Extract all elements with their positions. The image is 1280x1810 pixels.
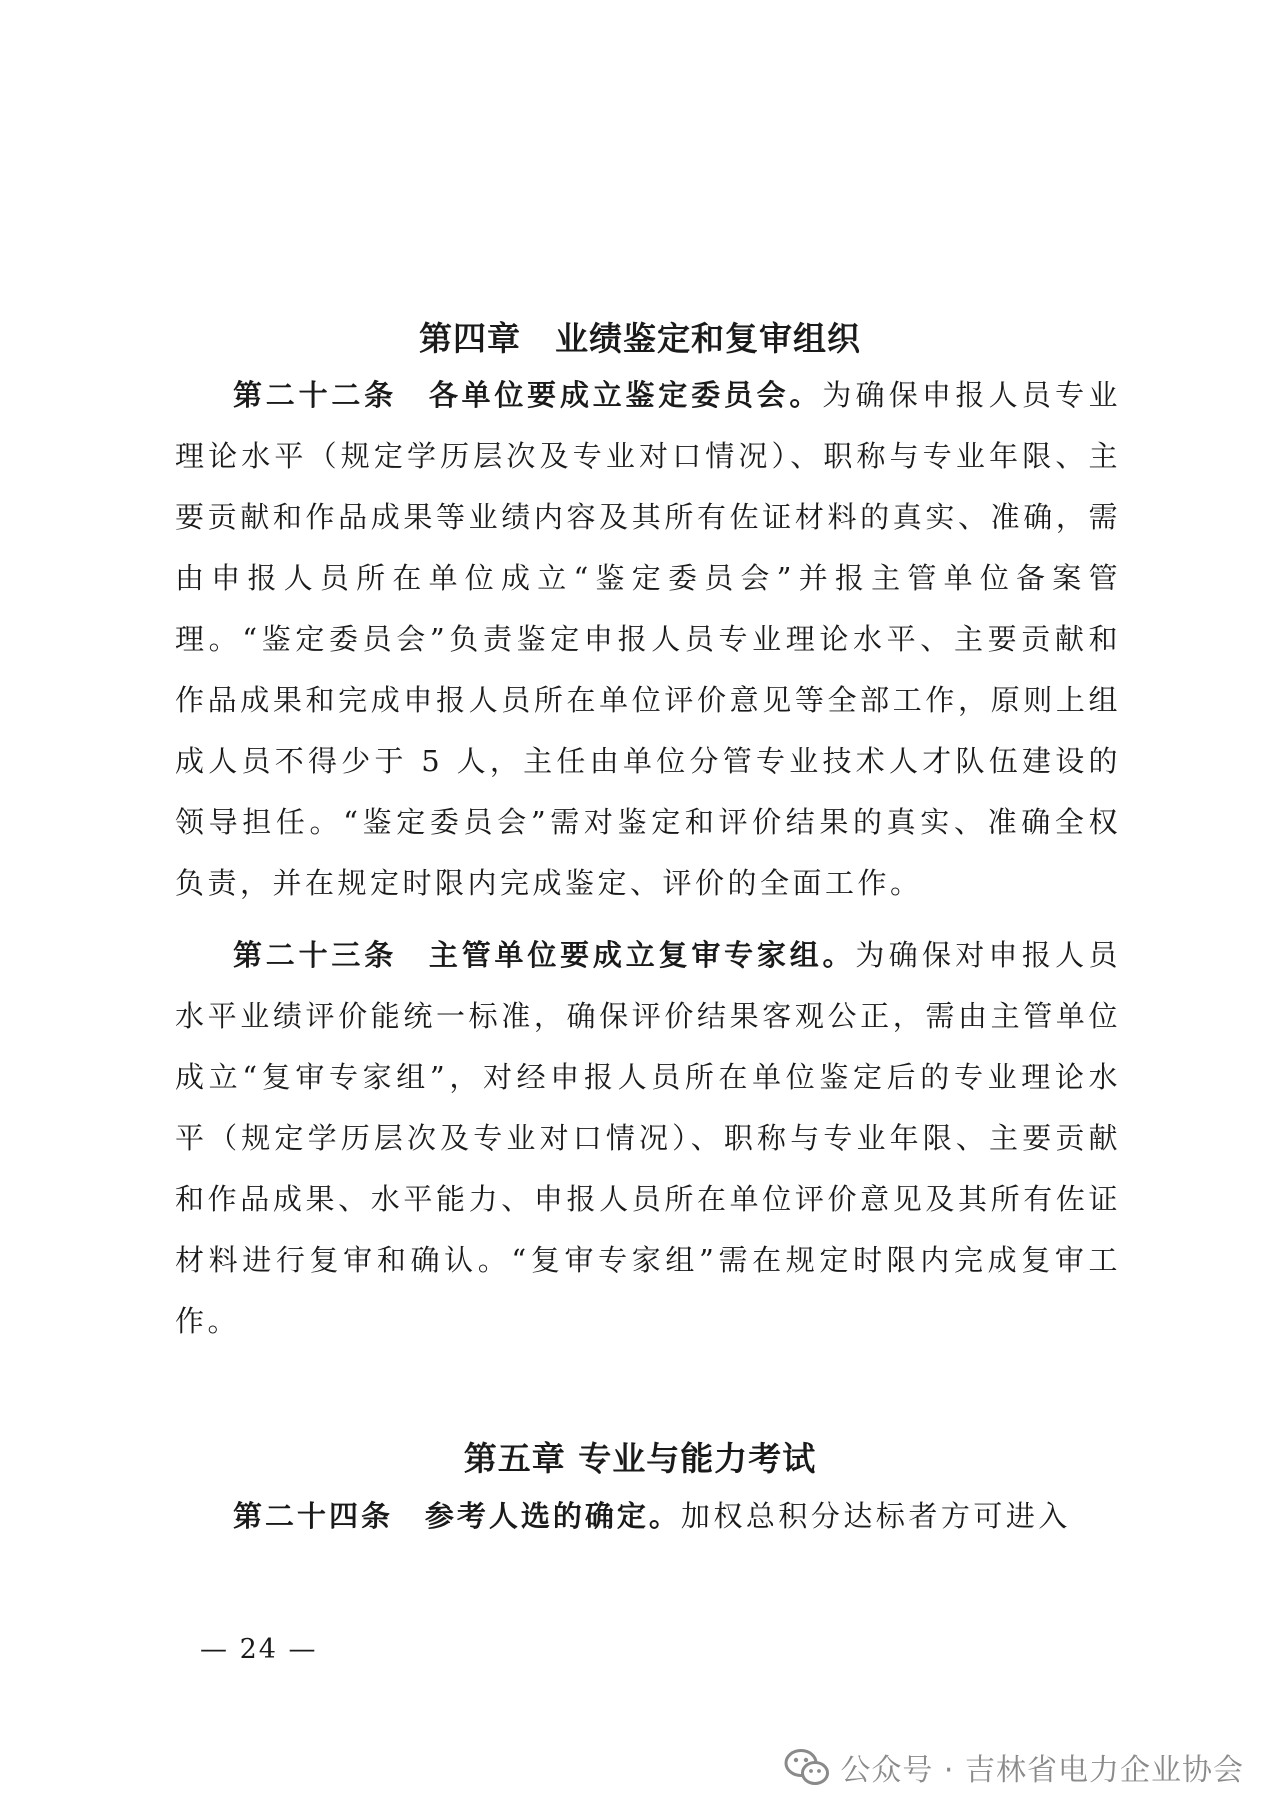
article-23-label: 第二十三条 (233, 938, 398, 972)
article-22 (175, 365, 1121, 914)
article-24 (175, 1486, 1121, 1547)
page-number: — 24 — (200, 1634, 318, 1665)
watermark-text: 公众号 · 吉林省电力企业协会 (840, 1753, 1244, 1788)
chapter-4-title: 第四章 业绩鉴定和复审组织 (419, 319, 861, 358)
watermark (784, 1745, 1244, 1789)
article-22-label: 第二十二条 (233, 378, 397, 412)
article-22-body: 为确保申报人员专业理论水平（规定学历层次及专业对口情况）、职称与专业年限、主要贡献和作品成果等业绩内容及其所有佐证材料的真实、准确，需由申报人员所在单位成立“鉴定委员会”并报主管单位备案管理。“鉴定委员会”负责鉴定申报人员专业理论水平、主要贡献和作品成果和完成申报人员所在单位评价意见等全部工作，原则上组成人员不得少于 5 人，主任由单位分管专业技术人才队伍建设的领导担任。“鉴定委员会”需对鉴定和评价结果的真实、准确全权负责，并在规定时限内完成鉴定、评价的全面工作。 (175, 378, 1121, 900)
article-24-label: 第二十四条 (233, 1499, 394, 1533)
article-23-lead: 主管单位要成立复审专家组。 (428, 938, 856, 972)
wechat-icon (784, 1747, 830, 1787)
chapter-5-title: 第五章 专业与能力考试 (463, 1439, 817, 1478)
article-23 (175, 925, 1121, 1352)
article-24-body: 加权总积分达标者方可进入 (680, 1499, 1071, 1533)
article-24-lead: 参考人选的确定。 (424, 1499, 681, 1533)
article-22-lead: 各单位要成立鉴定委员会。 (428, 378, 823, 412)
article-23-body: 为确保对申报人员水平业绩评价能统一标准，确保评价结果客观公正，需由主管单位成立“复审专家组”，对经申报人员所在单位鉴定后的专业理论水平（规定学历层次及专业对口情况）、职称与专业年限、主要贡献和作品成果、水平能力、申报人员所在单位评价意见及其所有佐证材料进行复审和确认。“复审专家组”需在规定时限内完成复审工作。 (175, 938, 1121, 1338)
